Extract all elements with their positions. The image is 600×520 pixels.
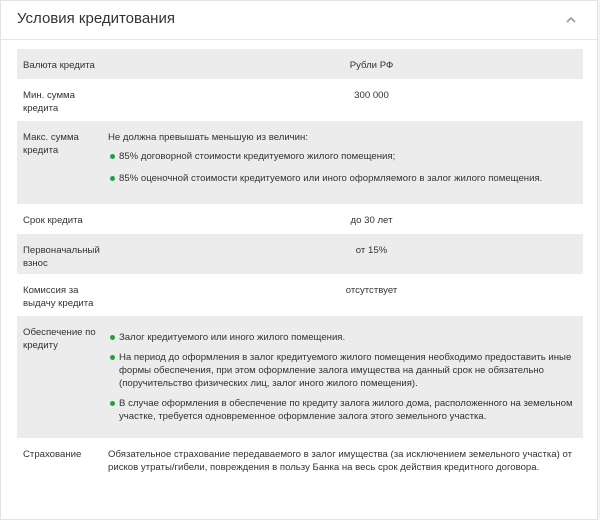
list-item: 85% оценочной стоимости кредитуемого или иного оформляемого в залог жилого помещения. [108,172,575,185]
row-value [108,131,583,204]
chevron-up-icon[interactable] [565,14,577,26]
list-item: На период до оформления в залог кредитуемого жилого помещения необходимо предоставить иные формы обеспечения, при этом оформление залога имущества на данный срок не обязательно (поручительство физических лиц, залог иного жилого помещения). [108,351,575,390]
credit-terms-table [17,49,583,486]
row-value: Рубли РФ [349,60,394,71]
table-row-min-amount [17,79,583,121]
bullet-list [108,150,575,185]
list-item: Залог кредитуемого или иного жилого помещения. [108,331,575,344]
table-row-term [17,204,583,234]
row-label: Страхование [23,449,82,460]
row-intro: Не должна превышать меньшую из величин: [108,132,308,143]
list-item: 85% договорной стоимости кредитуемого жилого помещения; [108,150,575,163]
row-value: до 30 лет [350,215,393,226]
row-value: 300 000 [354,90,389,101]
bullet-list [108,331,575,423]
row-label: Первоначальный взнос [23,245,100,269]
list-item: В случае оформления в обеспечение по кредиту залога жилого дома, расположенного на земельном участке, требуется одновременное оформление залога этого земельного участка. [108,397,575,423]
row-label: Валюта кредита [23,60,95,71]
row-label: Мин. сумма кредита [23,90,75,114]
panel-header[interactable] [1,1,597,40]
table-row-fee [17,274,583,316]
table-row-max-amount [17,121,583,204]
table-row-down-payment [17,234,583,274]
table-row-collateral [17,316,583,438]
row-value: Обязательное страхование передаваемого в залог имущества (за исключением земельного участка) от рисков утраты/гибели, повреждения в пользу Банка на весь срок действия кредитного договора. [108,449,572,473]
row-value [108,326,583,438]
table-row-insurance [17,438,583,486]
panel-title: Условия кредитования [17,10,175,27]
table-row-currency [17,49,583,79]
row-label: Срок кредита [23,215,83,226]
row-label: Комиссия за выдачу кредита [23,285,94,309]
row-value: отсутствует [345,285,398,296]
row-label: Обеспечение по кредиту [23,327,96,351]
row-label: Макс. сумма кредита [23,132,79,156]
row-value: от 15% [355,245,388,256]
